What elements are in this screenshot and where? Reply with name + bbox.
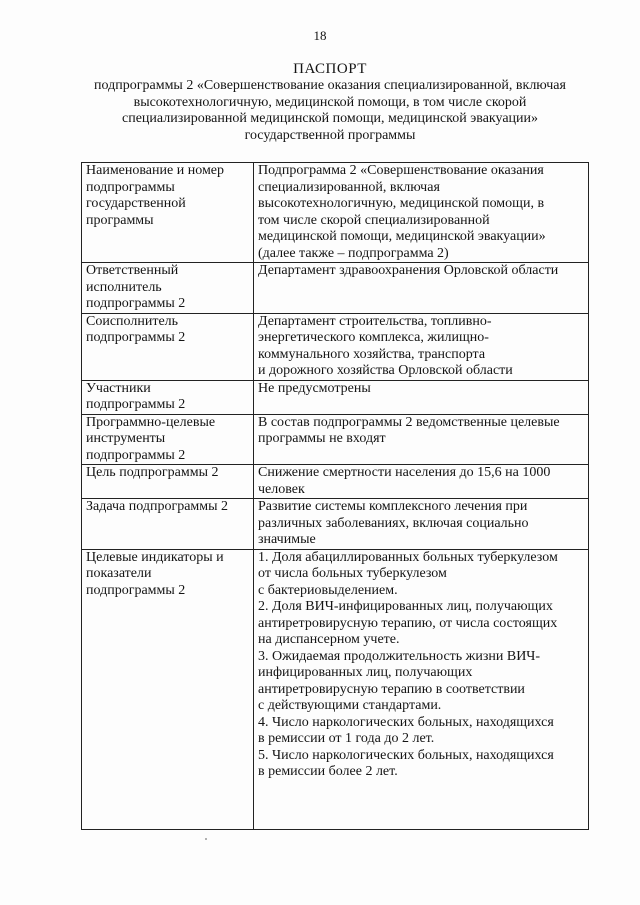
- subtitle-line: государственной программы: [244, 127, 416, 143]
- row-label-goal: Цель подпрограммы 2: [82, 465, 254, 499]
- row-value-responsible: Департамент здравоохранения Орловской области: [254, 263, 589, 314]
- row-value-participants: Не предусмотрены: [254, 380, 589, 414]
- table-row: [82, 465, 589, 499]
- table-row: [82, 313, 589, 380]
- subtitle-line: специализированной медицинской помощи, медицинской эвакуации»: [121, 111, 539, 126]
- subtitle-line: подпрограммы 2 «Совершенствование оказания специализированной, включая: [94, 78, 566, 93]
- subtitle-line: высокотехнологичную, медицинской помощи, в том числе скорой: [133, 94, 527, 110]
- document-header: [60, 60, 600, 144]
- row-value-instruments: В состав подпрограммы 2 ведомственные целевые программы не входят: [254, 414, 589, 465]
- row-value-indicators: 1. Доля абациллированных больных туберкулезом от числа больных туберкулезом с бактериовыделением. 2. Доля ВИЧ-инфицированных лиц, получающих антиретровирусную терапию, от числа состоящих на диспансерном учете. 3. Ожидаемая продолжительность жизни ВИЧ- инфицированных лиц, получающих антиретровирусную терапию в соответствии с действующими стандартами. 4. Число наркологических больных, находящихся в ремиссии от 1 года до 2 лет. 5. Число наркологических больных, находящихся в ремиссии более 2 лет.: [254, 549, 589, 829]
- row-value-task: Развитие системы комплексного лечения при различных заболеваниях, включая социально значимые: [254, 499, 589, 550]
- row-label-subprogram-name: Наименование и номер подпрограммы государственной программы: [82, 163, 254, 263]
- row-label-indicators: Целевые индикаторы и показатели подпрограммы 2: [82, 549, 254, 829]
- row-value-subprogram-name: Подпрограмма 2 «Совершенствование оказания специализированной, включая высокотехнологичную, медицинской помощи, в том числе скорой специализированной медицинской помощи, медицинской эвакуации» (далее также – подпрограмма 2): [254, 163, 589, 263]
- scan-speck: [205, 838, 207, 840]
- table-row: [82, 163, 589, 263]
- cell-blank-space: [258, 781, 584, 829]
- table-row: [82, 549, 589, 829]
- row-label-participants: Участники подпрограммы 2: [82, 380, 254, 414]
- row-label-instruments: Программно-целевые инструменты подпрограммы 2: [82, 414, 254, 465]
- table-row: [82, 263, 589, 314]
- row-value-goal: Снижение смертности населения до 15,6 на 1000 человек: [254, 465, 589, 499]
- row-label-responsible: Ответственный исполнитель подпрограммы 2: [82, 263, 254, 314]
- row-value-co-executor: Департамент строительства, топливно- энергетического комплекса, жилищно- коммунального хозяйства, транспорта и дорожного хозяйства Орловской области: [254, 313, 589, 380]
- document-subtitle: [60, 78, 600, 144]
- document-title: ПАСПОРТ: [293, 61, 367, 77]
- table-row: [82, 499, 589, 550]
- row-label-co-executor: Соисполнитель подпрограммы 2: [82, 313, 254, 380]
- table-row: [82, 380, 589, 414]
- row-label-task: Задача подпрограммы 2: [82, 499, 254, 550]
- page-number: 18: [313, 28, 327, 43]
- table-row: [82, 414, 589, 465]
- passport-table: [81, 162, 589, 830]
